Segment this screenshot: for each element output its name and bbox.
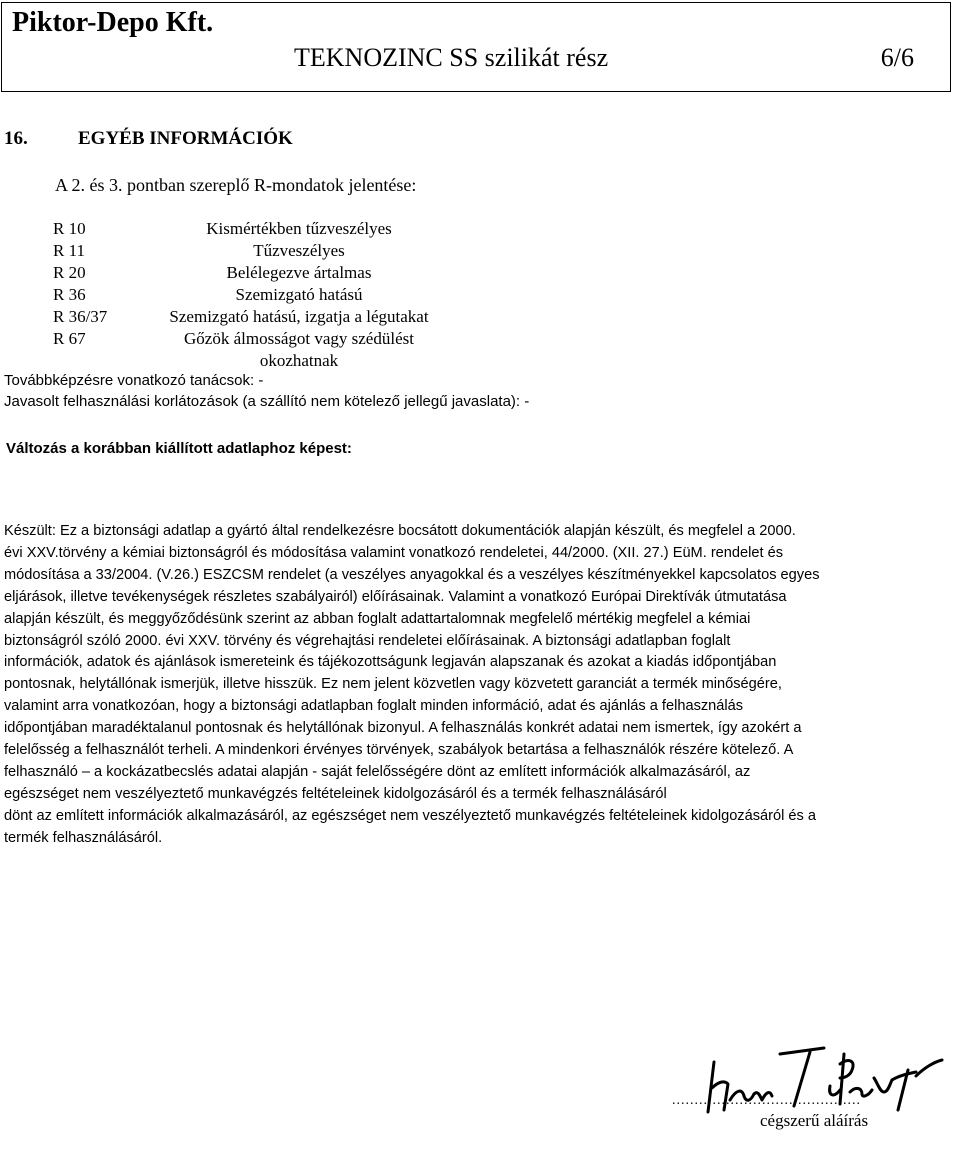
r-phrases-list bbox=[53, 218, 449, 370]
r-phrase-row bbox=[53, 218, 449, 240]
r-phrase-code: R 20 bbox=[53, 263, 86, 282]
paragraph-line: eljárások, illetve tevékenységek részletes szabályairól) előírásainak. Valamint a vonatkozó Európai Direktívák útmutatása bbox=[4, 588, 787, 605]
paragraph-line: módosítása a 33/2004. (V.26.) ESZCSM rendelet (a veszélyes anyagokkal és a veszélyes készítményekkel kapcsolatos egyes bbox=[4, 566, 820, 583]
r-phrase-row bbox=[53, 284, 449, 306]
training-advice: Továbbképzésre vonatkozó tanácsok: - bbox=[4, 372, 264, 389]
r-phrase-row bbox=[53, 306, 449, 328]
r-phrase-row bbox=[53, 240, 449, 262]
signature-line: .......................................... bbox=[672, 1093, 861, 1108]
r-phrase-row bbox=[53, 262, 449, 284]
paragraph-line: információk, adatok és ajánlások ismereteink és tájékozottságunk legjaván alapszanak és azokat a kiadás időpontjában bbox=[4, 654, 777, 671]
paragraph-line: biztonságról szóló 2000. évi XXV. törvény és végrehajtási rendeletei előírásainak. A biztonsági adatlapban foglalt bbox=[4, 632, 731, 649]
r-phrase-text: Gőzök álmosságot vagy szédülést okozhatnak bbox=[184, 329, 414, 370]
r-phrases-intro: A 2. és 3. pontban szereplő R-mondatok jelentése: bbox=[55, 175, 417, 195]
r-phrase-text: Szemizgató hatású bbox=[235, 285, 363, 304]
r-phrase-text: Kismértékben tűzveszélyes bbox=[206, 219, 392, 238]
paragraph-line: dönt az említett információk alkalmazásáról, az egészséget nem veszélyeztető munkavégzés feltételeinek kidolgozásáról és a bbox=[4, 807, 816, 824]
changes-heading: Változás a korábban kiállított adatlaphoz képest: bbox=[6, 440, 352, 457]
paragraph-line: felhasználó – a kockázatbecslés adatai alapján - saját felelősségére dönt az említett információk alkalmazásáról, az bbox=[4, 763, 751, 780]
disclaimer-paragraph bbox=[4, 521, 959, 850]
paragraph-line: termék felhasználásáról. bbox=[4, 829, 163, 846]
page-header bbox=[1, 2, 951, 92]
r-phrase-text: Belélegezve ártalmas bbox=[226, 263, 372, 282]
paragraph-line: alapján készült, és meggyőződésünk szerint az abban foglalt adattartalomnak megfelelő mértékig megfelel a kémiai bbox=[4, 610, 751, 627]
usage-restrictions: Javasolt felhasználási korlátozások (a szállító nem kötelező jellegű javaslata): - bbox=[4, 393, 530, 410]
paragraph-line: felelősség a felhasználót terheli. A mindenkori érvényes törvények, szabályok betartása a felhasználók részére kötelező. A bbox=[4, 742, 794, 759]
paragraph-line: évi XXV.törvény a kémiai biztonságról és módosítása valamint vonatkozó rendeletei, 44/2000. (XII. 27.) EüM. rendelet és bbox=[4, 544, 784, 561]
paragraph-line: valamint arra vonatkozóan, hogy a biztonsági adatlapban foglalt minden információ, adat és ajánlás a felhasználás bbox=[4, 698, 744, 715]
section-title: EGYÉB INFORMÁCIÓK bbox=[78, 128, 293, 149]
paragraph-line: egészséget nem veszélyeztető munkavégzés feltételeinek kidolgozásáról és a termék felhasználásáról bbox=[4, 785, 667, 802]
r-phrase-code: R 67 bbox=[53, 329, 86, 348]
r-phrase-text: Szemizgató hatású, izgatja a légutakat bbox=[169, 307, 429, 326]
company-name: Piktor-Depo Kft. bbox=[12, 7, 214, 38]
section-number: 16. bbox=[4, 128, 28, 149]
document-title: TEKNOZINC SS szilikát rész bbox=[294, 43, 609, 72]
paragraph-line: Készült: Ez a biztonsági adatlap a gyártó által rendelkezésre bocsátott dokumentációk alapján készült, és megfelel a 2000. bbox=[4, 523, 796, 539]
paragraph-line: pontosnak, helytállónak ismerjük, illetve hisszük. Ez nem jelent közvetlen vagy közvetett garanciát a termék minőségére, bbox=[4, 676, 782, 693]
paragraph-line: időpontjában maradéktalanul pontosnak és helytállónak bizonyul. A felhasználás konkrét adatai nem ismertek, így azokért a bbox=[4, 720, 802, 737]
r-phrase-text: Tűzveszélyes bbox=[253, 241, 345, 260]
r-phrase-code: R 36 bbox=[53, 285, 86, 304]
page-number: 6/6 bbox=[880, 43, 914, 72]
r-phrase-code: R 36/37 bbox=[53, 307, 108, 326]
r-phrase-code: R 11 bbox=[53, 241, 85, 260]
section-heading bbox=[4, 128, 293, 150]
r-phrase-row bbox=[53, 328, 449, 370]
r-phrase-code: R 10 bbox=[53, 219, 86, 238]
signature-label: cégszerű aláírás bbox=[760, 1111, 869, 1130]
